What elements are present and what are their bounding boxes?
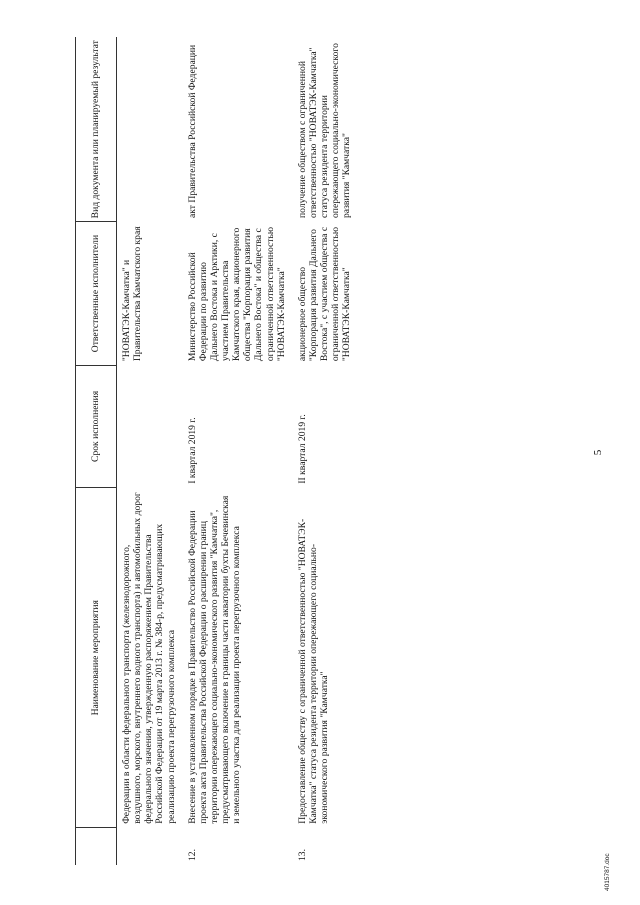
- row-responsible: Министерство Российской Федерации по развитию Дальнего Востока и Арктики, с участием Правительства Камчатского края, акционерного общества "Корпорация развития Дальнего Востока" и общества с ограниченной ответственностью "НОВАТЭК-Камчатка": [186, 227, 287, 362]
- row-number: 13.: [296, 849, 308, 861]
- row-name: Федерации в области федерального транспорта (железнодорожного, воздушного, морского, внутреннего водного транспорта) и автомобильных дорог федерального значения, утвержденную распоряжением Правительства Российской Федерации от 19 марта 2013 г. № 384-р, предусматривающих реализацию проекта перегрузочного комплекса: [121, 492, 177, 824]
- row-number: [117, 828, 183, 865]
- page-number: 5: [592, 449, 604, 456]
- header-name: Наименование мероприятия: [76, 488, 117, 828]
- row-result: [117, 37, 183, 222]
- table-row: [183, 37, 293, 865]
- row-name: Внесение в установленном порядке в Правительство Российской Федерации проекта акта Правительства Российской Федерации о расширении границ территории опережающего социально-экономического развития "Камчатка", предусматривающего включение в границы части акватории бухты Бечевинская и земельного участка для реализации проекта перегрузочного комплекса: [186, 495, 243, 824]
- header-number: [76, 828, 117, 865]
- file-name-footer: 4015787.doc: [604, 853, 611, 891]
- row-term: [117, 365, 183, 488]
- row-responsible: "НОВАТЭК-Камчатка" и Правительства Камчатского края: [121, 226, 144, 362]
- row-responsible: акционерное общество "Корпорация развития Дальнего Востока", с участием общества с ограниченной ответственностью "НОВАТЭК-Камчатка": [296, 226, 353, 362]
- row-number: 12.: [186, 849, 198, 861]
- header-result: Вид документа или планируемый результат: [76, 37, 117, 222]
- header-responsible: Ответственные исполнители: [76, 222, 117, 365]
- table-row: [117, 37, 183, 865]
- row-name: Предоставление обществу с ограниченной ответственностью "НОВАТЭК-Камчатка" статуса резидента территории опережающего социально-экономического развития "Камчатка": [296, 518, 330, 824]
- measures-table: [75, 37, 358, 865]
- table-header-row: [76, 37, 117, 865]
- row-term: I квартал 2019 г.: [186, 417, 198, 484]
- row-result: получение обществом с ограниченной ответственностью "НОВАТЭК-Камчатка" статуса резидента территории опережающего социально-экономического развития "Камчатка": [296, 43, 353, 218]
- table-row: [293, 37, 359, 865]
- header-term: Срок исполнения: [76, 365, 117, 488]
- row-result: акт Правительства Российской Федерации: [186, 44, 198, 218]
- row-term: II квартал 2019 г.: [296, 414, 308, 484]
